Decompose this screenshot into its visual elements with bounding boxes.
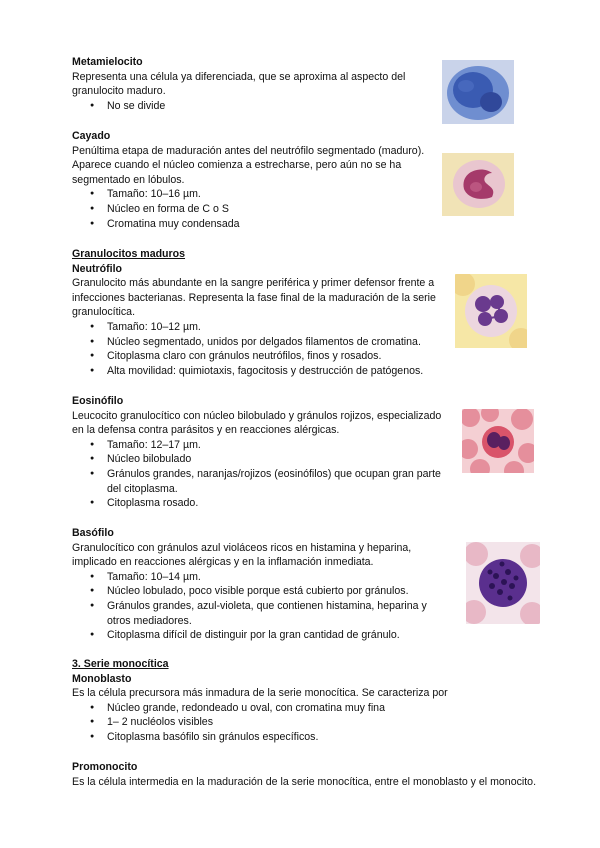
list-item: ● Gránulos grandes, naranjas/rojizos (eosinófilos) que ocupan gran parte del citoplasma. [72, 467, 442, 496]
metamielocito-text: Representa una célula ya diferenciada, que se aproxima al aspecto del granulocito maduro. [72, 70, 406, 98]
list-item: ● Núcleo bilobulado [72, 452, 442, 467]
eosinofilo-list [72, 438, 442, 511]
cayado-section [72, 129, 442, 231]
basofilo-text: Granulocítico con gránulos azul violáceos ricos en histamina y heparina, implicado en reacciones alérgicas y en la inflamación inmediata. [72, 541, 412, 569]
metamielocito-title: Metamielocito [72, 56, 143, 68]
list-item: ● Alta movilidad: quimiotaxis, fagocitosis y destrucción de patógenos. [72, 364, 452, 379]
list-item: ● Núcleo lobulado, poco visible porque está cubierto por gránulos. [72, 584, 452, 599]
list-item: ● Citoplasma rosado. [72, 496, 442, 511]
list-item: ● No se divide [72, 99, 432, 114]
basofilo-title: Basófilo [72, 527, 114, 539]
cayado-title: Cayado [72, 130, 111, 142]
eosinofilo-text: Leucocito granulocítico con núcleo bilobulado y gránulos rojizos, especializado en la defensa contra parásitos y en reacciones alérgicas. [72, 409, 442, 437]
list-item: ● Citoplasma claro con gránulos neutrófilos, finos y rosados. [72, 349, 452, 364]
eosinophil-image [462, 409, 534, 473]
basophil-image [466, 542, 540, 624]
monoblasto-section [72, 657, 542, 745]
list-item: ● Gránulos grandes, azul-violeta, que contienen histamina, heparina y otros mediadores. [72, 599, 452, 628]
basofilo-section [72, 526, 452, 643]
list-item: ● Núcleo grande, redondeado u oval, con cromatina muy fina [72, 701, 542, 716]
promonocito-title: Promonocito [72, 761, 138, 773]
list-item: ● Núcleo segmentado, unidos por delgados filamentos de cromatina. [72, 335, 452, 350]
list-item: ● Citoplasma difícil de distinguir por la gran cantidad de gránulo. [72, 628, 452, 643]
list-item: ● Tamaño: 12–17 µm. [72, 438, 442, 453]
neutrofilo-section [72, 247, 452, 378]
metamielocito-section [72, 55, 432, 113]
metamyelocyte-image [442, 60, 514, 124]
list-item: ● Tamaño: 10–16 µm. [72, 187, 442, 202]
promonocito-section [72, 760, 542, 789]
neutrophil-image [455, 274, 527, 348]
list-item: ● Cromatina muy condensada [72, 217, 442, 232]
cayado-text: Penúltima etapa de maduración antes del neutrófilo segmentado (maduro). Aparece cuando el núcleo comienza a estrecharse, pero aún no se ha segmentado en lóbulos. [72, 144, 425, 186]
cayado-list [72, 187, 442, 231]
neutrofilo-title: Neutrófilo [72, 262, 123, 275]
monoblasto-list [72, 701, 542, 745]
monoblasto-text: Es la célula precursora más inmadura de la serie monocítica. Se caracteriza por [72, 687, 448, 700]
list-item: ● Citoplasma basófilo sin gránulos específicos. [72, 730, 542, 745]
eosinofilo-section [72, 394, 442, 511]
list-item: ● Tamaño: 10–12 µm. [72, 320, 452, 335]
band-cell-image [442, 153, 514, 216]
neutrofilo-text: Granulocito más abundante en la sangre periférica y primer defensor frente a infecciones bacterianas. Representa la fase final de la maduración de la serie granulocítica. [72, 277, 436, 319]
promonocito-text: Es la célula intermedia en la maduración de la serie monocítica, entre el monoblasto y el monocito. [72, 775, 537, 788]
basofilo-list [72, 570, 452, 643]
metamielocito-list [72, 99, 432, 114]
list-item: ● Núcleo en forma de C o S [72, 202, 442, 217]
list-item: ● 1– 2 nucléolos visibles [72, 715, 542, 730]
list-item: ● Tamaño: 10–14 µm. [72, 570, 452, 585]
granulocitos-maduros-heading: Granulocitos maduros [72, 248, 186, 260]
serie-monocitica-heading: 3. Serie monocítica [72, 658, 169, 670]
neutrofilo-list [72, 320, 452, 378]
monoblasto-title: Monoblasto [72, 672, 132, 685]
eosinofilo-title: Eosinófilo [72, 395, 124, 407]
